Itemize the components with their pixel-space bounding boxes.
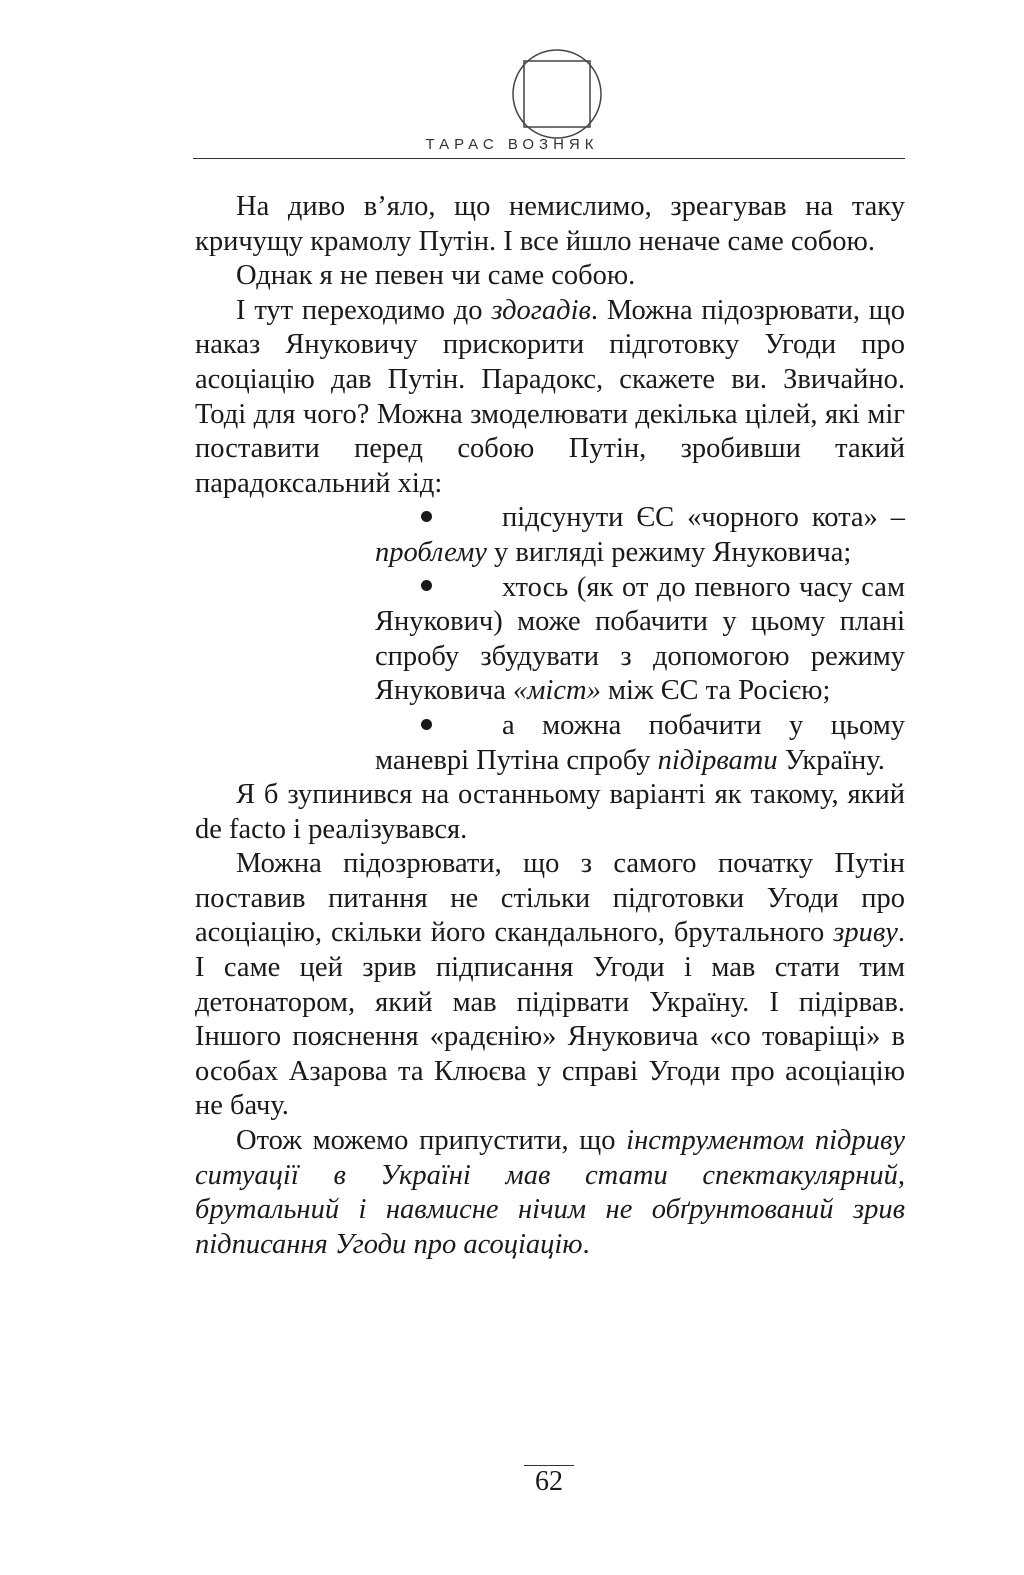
emphasis: інструментом підриву ситуації в Україні мав стати спектакулярний, брутальний і навмисне нічим не обґрунтований зрив підписання Угоди про асоціацію xyxy=(195,1125,905,1260)
bullet-icon xyxy=(421,719,432,730)
text-span: Можна підозрювати, що з самого початку Путін поставив питання не стільки підготовки Угоди про асоціацію, скільки його скандального, брутального xyxy=(195,848,905,949)
paragraph-1: На диво в’яло, що немислимо, зреагував на таку кричущу крамолу Путін. І все йшло неначе саме собою. xyxy=(195,191,905,257)
list-item xyxy=(375,501,905,570)
bullet-icon xyxy=(421,511,432,522)
emphasis: зриву xyxy=(833,917,898,949)
paragraph-6 xyxy=(195,1124,905,1262)
text-span: хтось (як от до певного часу сам Янукович) може побачити у цьому плані спробу збудувати з допомогою режиму Януковича xyxy=(375,571,905,707)
text-span: . xyxy=(582,1228,590,1260)
emphasis: проблему xyxy=(375,536,487,568)
text-span: Україну. xyxy=(777,744,885,776)
paragraph-3 xyxy=(195,294,905,502)
running-head: ТАРАС ВОЗНЯК xyxy=(425,136,599,153)
emphasis: «міст» xyxy=(512,675,601,707)
list-item xyxy=(375,709,905,778)
bullet-list xyxy=(375,501,905,778)
text-span: . Можна підозрювати, що наказ Януковичу прискорити підготовку Угоди про асоціацію дав Путін. Парадокс, скажете ви. Звичайно. Тоді для чого? Можна змоделювати декілька цілей, які міг поставити перед собою Путін, зробивши такий парадоксальний хід: xyxy=(195,294,905,499)
paragraph-5 xyxy=(195,847,905,1124)
emphasis: підірвати xyxy=(657,744,778,776)
text-span: . І саме цей зрив підписання Угоди і мав стати тим детонатором, який мав підірвати Україну. І підірвав. Іншого пояснення «радєнію» Януковича «со товаріщі» в особах Азарова та Клюєва у справі Угоди про асоціацію не бачу. xyxy=(195,917,905,1122)
text-span: у вигляді режиму Януковича; xyxy=(486,536,852,568)
emphasis: здогадів xyxy=(491,294,591,326)
circle-square-logo-icon xyxy=(511,48,603,140)
text-span: а можна побачити у цьому маневрі Путіна спробу xyxy=(375,709,905,776)
list-item xyxy=(375,571,905,709)
text-span: І тут переходимо до xyxy=(236,294,492,326)
text-span: підсунути ЄС «чорного кота» – xyxy=(502,502,905,534)
header-rule xyxy=(193,158,905,159)
page-number: 62 xyxy=(535,1466,563,1497)
text-span: між ЄС та Росією; xyxy=(600,675,831,707)
paragraph-4: Я б зупинився на останньому варіанті як такому, який de facto і реалізувався. xyxy=(195,779,905,845)
page-body xyxy=(195,190,905,1262)
paragraph-2: Однак я не певен чи саме собою. xyxy=(236,260,636,292)
text-span: Отож можемо припустити, що xyxy=(236,1125,627,1157)
bullet-icon xyxy=(421,580,432,591)
